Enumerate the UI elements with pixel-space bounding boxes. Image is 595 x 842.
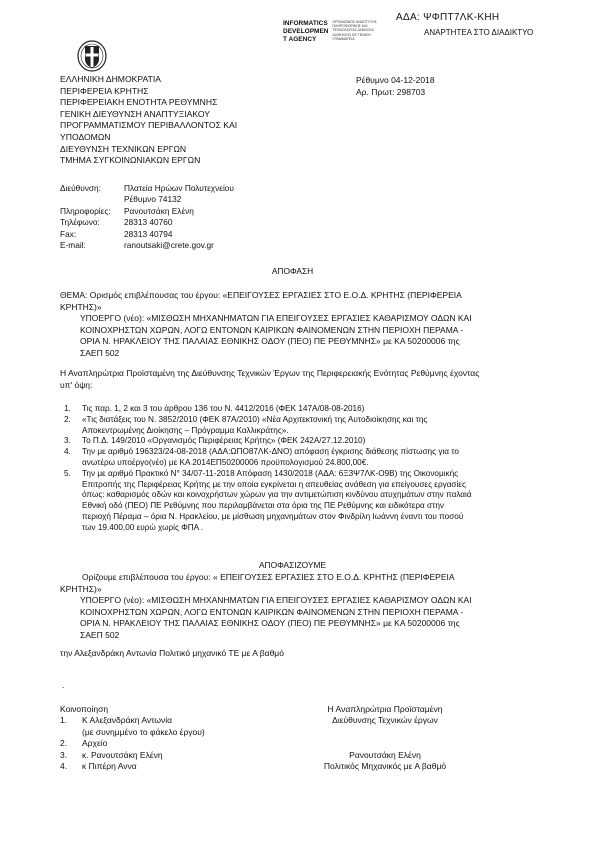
list-number: 3. [64, 436, 71, 446]
list-line: όπως: καθαρισμός οδών και κοινοχρήστων χώρων για την αντιμετώπιση κινδύνου ατυχημάτων στην παλαιά [82, 490, 472, 500]
greek-emblem-icon [76, 40, 108, 72]
distribution-number: 4. [60, 761, 68, 772]
signature-role: Η Αναπληρώτρια Προϊσταμένη [327, 704, 443, 714]
appointed-engineer: την Αλεξανδράκη Αντωνία Πολιτικό μηχανικό ΤΕ με Α βαθμό [60, 647, 284, 658]
date-block [356, 74, 435, 98]
decision-line: ΚΡΗΤΗΣ)» [60, 583, 102, 594]
subject-subproject-line: ΣΑΕΠ 502 [80, 347, 120, 358]
stray-dot: . [62, 680, 65, 690]
distribution-number: 3. [60, 749, 68, 760]
subject-block [60, 290, 472, 360]
email-label: E-mail: [60, 240, 86, 251]
decision-subproject-line: ΥΠΟΕΡΓΟ (νέο): «ΜΙΣΘΩΣΗ ΜΗΧΑΝΗΜΑΤΩΝ ΓΙΑ ΕΠΕΙΓΟΥΣΕΣ ΕΡΓΑΣΙΕΣ ΚΑΘΑΡΙΣΜΟΥ ΟΔΩΝ ΚΑΙ [80, 595, 472, 606]
fax-value: 28313 40794 [124, 228, 173, 239]
list-line: των 19.400,00 ευρώ χωρίς ΦΠΑ . [82, 522, 204, 532]
ada-number: ΑΔΑ: ΨΦΠΤ7ΛΚ-ΚΗΗ [396, 12, 500, 23]
subject-subproject-line: ΟΡΙΑ Ν. ΗΡΑΚΛΕΙΟΥ ΤΗΣ ΠΑΛΑΙΑΣ ΕΘΝΙΚΗΣ ΟΔΟΥ (ΠΕΟ) ΠΕ ΡΕΘΥΜΝΗΣ» με ΚΑ 50200006 της [80, 336, 460, 347]
intro-line: Η Αναπληρώτρια Προϊσταμένη της Διεύθυνσης Τεχνικών Έργων της Περιφερειακής Ενότητας Ρεθύμνης έχοντας [60, 368, 480, 378]
distribution-number: 1. [60, 715, 68, 726]
list-line: Την με αριθμό 196323/24-08-2018 (ΑΔΑ:ΩΠΟ87ΛΚ-ΔΝΟ) απόφαση έγκρισης διάθεσης πίστωσης για το [82, 447, 459, 457]
list-line: Αποκεντρωμένης Διοίκησης – Πρόγραμμα Καλλικράτης». [82, 425, 289, 435]
authority-line: ΥΠΟΔΟΜΩΝ [60, 131, 111, 142]
considerations-list [64, 404, 572, 534]
fax-label: Fax: [60, 228, 77, 239]
distribution-text: κ Πιπέρη Αννα [82, 761, 137, 772]
address-label: Διεύθυνση: [60, 183, 101, 193]
authority-line: ΔΙΕΥΘΥΝΣΗ ΤΕΧΝΙΚΩΝ ΕΡΓΩΝ [60, 143, 187, 154]
ida-word-1: INFORMATICS [283, 20, 328, 27]
authority-line: ΕΛΛΗΝΙΚΗ ΔΗΜΟΚΡΑΤΙΑ [60, 74, 161, 84]
ida-logo [283, 20, 385, 44]
subject-subproject-line: ΥΠΟΕΡΓΟ (νέο): «ΜΙΣΘΩΣΗ ΜΗΧΑΝΗΜΑΤΩΝ ΓΙΑ ΕΠΕΙΓΟΥΣΕΣ ΕΡΓΑΣΙΕΣ ΚΑΘΑΡΙΣΜΟΥ ΟΔΩΝ ΚΑΙ [80, 313, 472, 324]
authority-line: ΠΡΟΓΡΑΜΜΑΤΙΣΜΟΥ ΠΕΡΙΒΑΛΛΟΝΤΟΣ ΚΑΙ [60, 120, 238, 131]
list-number: 2. [64, 414, 71, 424]
distribution-text: κ. Ρανουτσάκη Ελένη [82, 749, 163, 760]
distribution-item [60, 750, 205, 761]
signature-block [290, 704, 480, 773]
distribution-text: Κ Αλεξανδράκη Αντωνία [82, 715, 173, 726]
decision-block [60, 572, 472, 659]
subject-line: ΘΕΜΑ: Ορισμός επιβλέπουσας του έργου: «ΕΠΕΙΓΟΥΣΕΣ ΕΡΓΑΣΙΕΣ ΣΤΟ Ε.Ο.Δ. ΚΡΗΤΗΣ (ΠΕΡΙΦΕΡΕΙΑ [60, 290, 462, 300]
info-label: Πληροφορίες: [60, 205, 111, 216]
list-item [64, 436, 572, 447]
decision-title: ΑΠΟΦΑΣΙΖΟΥΜΕ [258, 560, 327, 570]
list-item [64, 468, 572, 534]
phone-label: Τηλέφωνο: [60, 217, 100, 228]
place-date: Ρέθυμνο 04-12-2018 [356, 75, 435, 85]
decision-subproject-line: ΟΡΙΑ Ν. ΗΡΑΚΛΕΙΟΥ ΤΗΣ ΠΑΛΑΙΑΣ ΕΘΝΙΚΗΣ ΟΔΟΥ (ΠΕΟ) ΠΕ ΡΕΘΥΜΝΗΣ» με ΚΑ 50200006 της [80, 618, 460, 629]
authority-line: ΠΕΡΙΦΕΡΕΙΑΚΗ ΕΝΟΤΗΤΑ ΡΕΘΥΜΝΗΣ [60, 97, 218, 108]
distribution-item [60, 715, 205, 726]
address-city: Ρέθυμνο 74132 [124, 194, 182, 205]
signature-title: Πολιτικός Μηχανικός με Α βαθμό [323, 761, 447, 772]
signature-name: Ρανουτσάκη Ελένη [349, 749, 421, 760]
list-item [64, 404, 572, 415]
distribution-block [60, 704, 205, 772]
distribution-item [60, 738, 205, 749]
list-number: 4. [64, 447, 71, 457]
list-line: Επιτροπής της Περιφέρειας Κρήτης με την οποία εγκρίνεται η απευθείας ανάθεση για επείγουσες εργασίες [82, 479, 466, 489]
list-line: περιοχή Πέραμα – όρια Ν. Ηρακλείου, με μίσθωση μηχανημάτων στον Φινδρίλη Ιωάννη έναντι του ποσού [82, 511, 464, 521]
list-line: Τις παρ. 1, 2 και 3 του άρθρου 136 του Ν. 4412/2016 (ΦΕΚ 147Α/08-08-2016) [82, 404, 365, 413]
ida-logo-subtext: ΟΡΓΑΝΙΣΜΟΣ ΑΝΑΠΤΥΞΗΣ ΠΛΗΡΟΦΟΡΙΚΗΣ ΚΑΙ ΤΕΧΝΟΛΟΓΙΑΣ ΔΗΜΟΣΙΑ ΔΙΟΙΚΗΣΗΣ ΕΕ ΓΕΝΙΚΗ ΓΡΑΜΜΑΤΕΙΑ [332, 20, 377, 41]
list-line: ανωτέρω υποέργο(νέο) με ΚΑ 2014ΕΠ50200006 προϋπολογισμού 24.800,00€. [82, 457, 369, 467]
distribution-number: 2. [60, 738, 68, 749]
address-value: Πλατεία Ηρώων Πολυτεχνείου [124, 183, 234, 193]
distribution-text: (με συνημμένο το φάκελο έργου) [82, 726, 205, 737]
ida-word-3: T AGENCY [283, 36, 317, 43]
subject-line: ΚΡΗΤΗΣ)» [60, 301, 102, 312]
distribution-item [60, 761, 205, 772]
list-number: 1. [64, 404, 71, 413]
list-line: «Τις διατάξεις του Ν. 3852/2010 (ΦΕΚ 87Α/2010) «Νέα Αρχιτεκτονική της Αυτοδιοίκησης και της [82, 414, 428, 424]
decision-line: Ορίζουμε επιβλέπουσα του έργου: « ΕΠΕΙΓΟΥΣΕΣ ΕΡΓΑΣΙΕΣ ΣΤΟ Ε.Ο.Δ. ΚΡΗΤΗΣ (ΠΕΡΙΦΕΡΕΙΑ [82, 572, 455, 582]
contact-table [60, 183, 234, 251]
decision-subproject-line: ΚΟΙΝΟΧΡΗΣΤΩΝ ΧΩΡΩΝ, ΛΟΓΩ ΕΝΤΟΝΩΝ ΚΑΙΡΙΚΩΝ ΦΑΙΝΟΜΕΝΩΝ ΣΤΗΝ ΠΕΡΙΟΧΗ ΠΕΡΑΜΑ - [80, 606, 464, 617]
distribution-title: Κοινοποίηση [60, 704, 109, 714]
authority-line: ΤΜΗΜΑ ΣΥΓΚΟΙΝΩΝΙΑΚΩΝ ΕΡΓΩΝ [60, 155, 201, 166]
list-item [64, 447, 572, 469]
phone-value: 28313 40760 [124, 217, 173, 228]
intro-block [60, 368, 479, 391]
document-title: ΑΠΟΦΑΣΗ [271, 266, 314, 276]
decision-subproject-line: ΣΑΕΠ 502 [80, 629, 120, 640]
subject-subproject-line: ΚΟΙΝΟΧΡΗΣΤΩΝ ΧΩΡΩΝ, ΛΟΓΩ ΕΝΤΟΝΩΝ ΚΑΙΡΙΚΩΝ ΦΑΙΝΟΜΕΝΩΝ ΣΤΗΝ ΠΕΡΙΟΧΗ ΠΕΡΑΜΑ - [80, 324, 464, 335]
email-value[interactable]: ranoutsaki@crete.gov.gr [124, 240, 214, 251]
intro-line: υπ' όψη: [60, 379, 93, 390]
distribution-text: Αρχείο [82, 738, 108, 749]
list-number: 5. [64, 468, 71, 478]
distribution-item [60, 727, 205, 738]
list-line: Το Π.Δ. 149/2010 «Οργανισμός Περιφέρειας Κρήτης» (ΦΕΚ 242Α/27.12.2010) [82, 436, 366, 446]
authority-line: ΠΕΡΙΦΕΡΕΙΑ ΚΡΗΤΗΣ [60, 85, 149, 96]
info-value: Ρανουτσάκη Ελένη [124, 205, 194, 216]
signature-role: Διεύθυνσης Τεχνικών έργων [332, 715, 438, 726]
authority-line: ΓΕΝΙΚΗ ΔΙΕΥΘΥΝΣΗ ΑΝΑΠΤΥΞΙΑΚΟΥ [60, 108, 210, 119]
list-item [64, 414, 572, 437]
list-line: Την με αριθμό Πρακτικό Ν° 34/07-11-2018 Απόφαση 1430/2018 (ΑΔΑ: 6Ξ3Ψ7ΛΚ-Ο9Β) της Οικονομικής [82, 468, 459, 478]
list-line: Εθνική οδό (ΠΕΟ) ΠΕ Ρεθύμνης που περιλαμβάνεται στα όρια της ΠΕ Ρεθύμνης και ειδικότερα στην [82, 501, 444, 511]
protocol-number: Αρ. Πρωτ: 298703 [356, 87, 426, 97]
ida-logo-text [283, 20, 329, 44]
authority-block [60, 74, 237, 167]
ida-word-2: DEVELOPMEN [283, 28, 329, 35]
publish-online-label: ΑΝΑΡΤΗΤΕΑ ΣΤΟ ΔΙΑΔΙΚΤΥΟ [424, 28, 534, 37]
